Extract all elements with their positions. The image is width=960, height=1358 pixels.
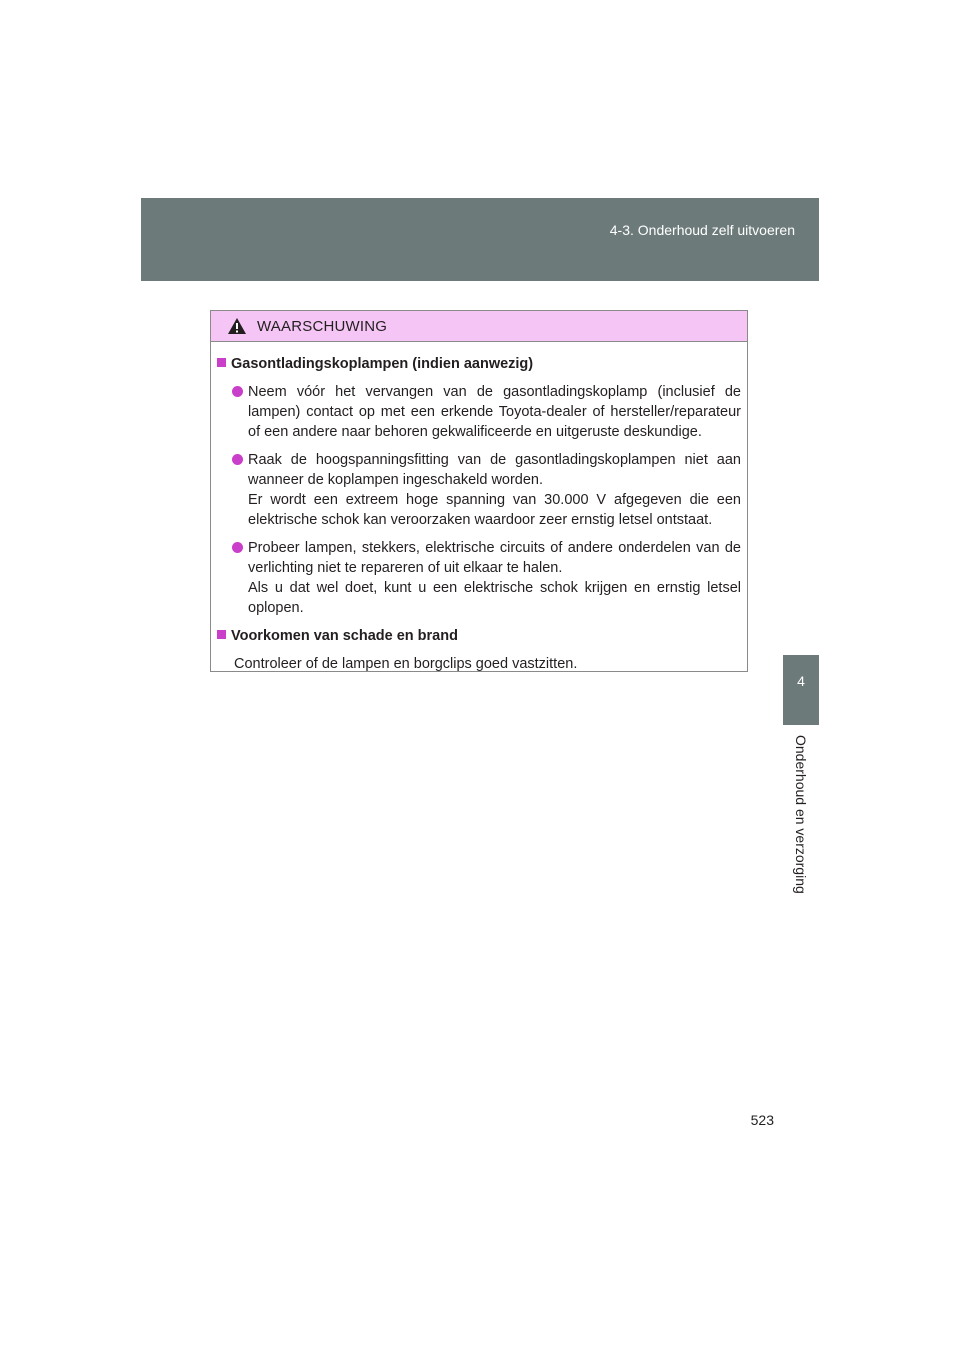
header-band [141, 198, 819, 281]
list-item [232, 538, 741, 618]
chapter-title: Onderhoud en verzorging [793, 735, 809, 894]
bullet-text: Als u dat wel doet, kunt u een elektrische schok krijgen en ernstig letsel oplopen. [248, 580, 741, 616]
square-bullet-icon [217, 358, 226, 367]
list-item [232, 450, 741, 530]
warning-triangle-icon [227, 317, 247, 335]
page-number: 523 [750, 1112, 774, 1128]
warning-header [211, 311, 747, 342]
bullet-text: Neem vóór het vervangen van de gasontladingskoplamp (inclusief de lampen) contact op met een erkende Toyota-dealer of hersteller/reparateur of een andere naar behoren gekwalificeerde en uitgeruste deskundige. [248, 384, 741, 440]
warning-body [211, 342, 747, 674]
chapter-tab [783, 655, 819, 725]
round-bullet-icon [232, 386, 243, 397]
section-text: Controleer of de lampen en borgclips goed vastzitten. [234, 656, 578, 672]
warning-title: WAARSCHUWING [257, 317, 388, 335]
bullet-text: Probeer lampen, stekkers, elektrische circuits of andere onderdelen van de verlichting niet te repareren of uit elkaar te halen. [248, 540, 741, 576]
chapter-number: 4 [797, 673, 805, 689]
warning-box [210, 310, 748, 672]
round-bullet-icon [232, 454, 243, 465]
bullet-text: Er wordt een extreem hoge spanning van 30.000 V afgegeven die een elektrische schok kan veroorzaken waardoor zeer ernstig letsel ontstaat. [248, 492, 741, 528]
round-bullet-icon [232, 542, 243, 553]
section-title: Voorkomen van schade en brand [217, 626, 741, 646]
bullet-text: Raak de hoogspanningsfitting van de gasontladingskoplampen niet aan wanneer de koplampen ingeschakeld worden. [248, 452, 741, 488]
section-title: Gasontladingskoplampen (indien aanwezig) [217, 354, 741, 374]
section-header: 4-3. Onderhoud zelf uitvoeren [609, 222, 795, 238]
list-item [232, 382, 741, 442]
square-bullet-icon [217, 630, 226, 639]
